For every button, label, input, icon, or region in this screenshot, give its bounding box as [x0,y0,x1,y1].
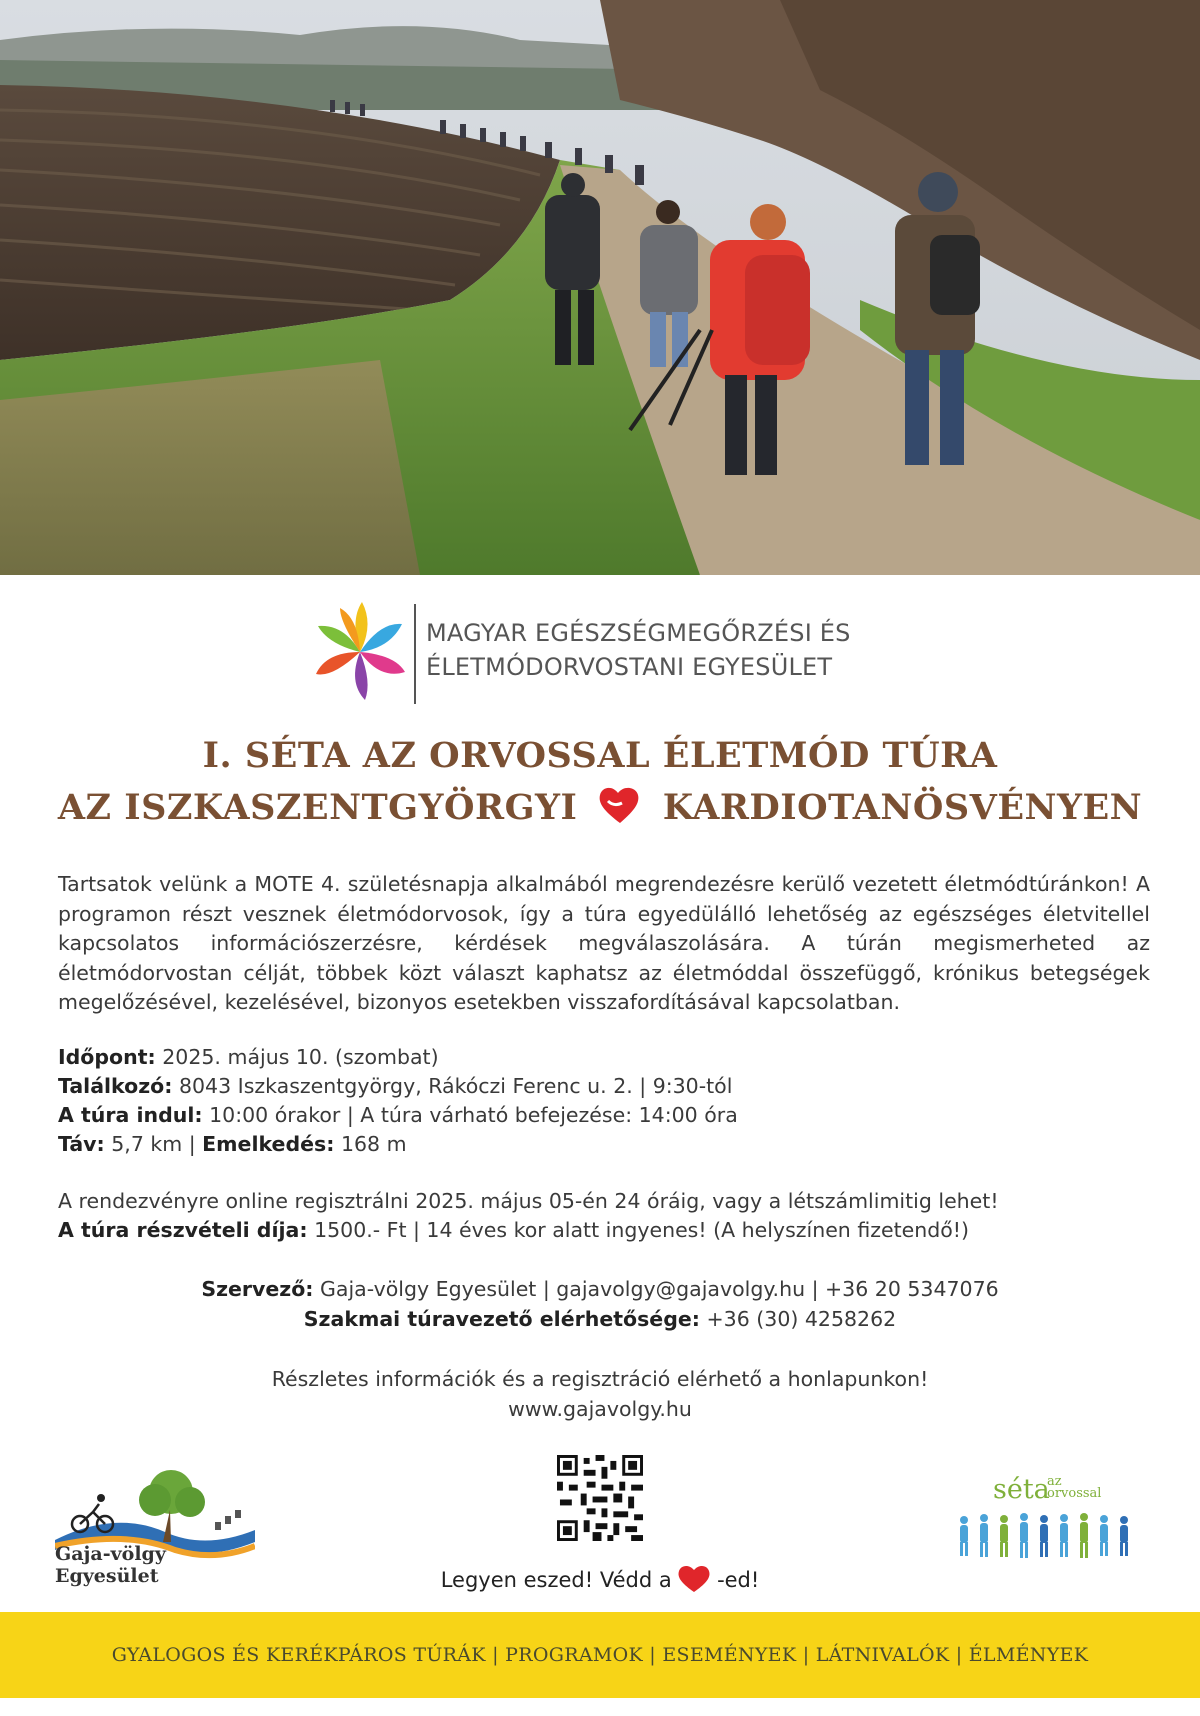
title-line2 [0,782,1200,834]
date-value: 2025. május 10. (szombat) [155,1045,439,1069]
registration-info [58,1187,1150,1245]
title-line2-before: AZ ISZKASZENTGYÖRGYI [57,787,578,828]
date-label: Időpont: [58,1045,156,1069]
distance-label: Táv: [58,1132,105,1156]
start-label: A túra indul: [58,1103,203,1127]
guide-phone[interactable]: +36 (30) 4258262 [699,1307,897,1331]
distance-row [58,1130,1150,1159]
org-name-line1: MAGYAR EGÉSZSÉGMEGŐRZÉSI ÉS [426,619,851,647]
meeting-value: 8043 Iszkaszentgyörgy, Rákóczi Ferenc u. 2. | 9:30-tól [172,1074,733,1098]
website-link[interactable]: www.gajavolgy.hu [508,1397,692,1421]
org-divider [414,604,416,704]
organizer-value[interactable]: Gaja-völgy Egyesület | gajavolgy@gajavolgy.hu | +36 20 5347076 [313,1277,999,1301]
organizer-label: Szervező: [201,1277,314,1301]
organization-name [426,616,851,684]
seta-small-line2: orvossal [1047,1486,1102,1501]
flower-logo-icon [310,600,410,704]
fee-row [58,1216,1150,1245]
org-name-line2: ÉLETMÓDORVOSTANI EGYESÜLET [426,653,833,681]
start-row [58,1101,1150,1130]
start-value: 10:00 órakor | A túra várható befejezése: 14:00 óra [202,1103,738,1127]
guide-label: Szakmai túravezető elérhetősége: [303,1307,700,1331]
meeting-label: Találkozó: [58,1074,173,1098]
slogan-before: Legyen eszed! Védd a [440,1568,672,1592]
event-title [0,730,1200,834]
fee-label: A túra részvételi díja: [58,1218,308,1242]
elevation-label: Emelkedés: [202,1132,335,1156]
contacts [0,1274,1200,1334]
meeting-row [58,1072,1150,1101]
footer-banner: GYALOGOS ÉS KERÉKPÁROS TÚRÁK | PROGRAMOK | ESEMÉNYEK | LÁTNIVALÓK | ÉLMÉNYEK [0,1612,1200,1698]
info-text: Részletes információk és a regisztráció elérhető a honlapunkon! [271,1367,929,1391]
seta-logo-word: séta [993,1474,1050,1505]
guide-row [0,1304,1200,1334]
fee-value: 1500.- Ft | 14 éves kor alatt ingyenes! (A helyszínen fizetendő!) [307,1218,970,1242]
title-line2-after: KARDIOTANÖSVÉNYEN [662,787,1143,828]
seta-small-line1: az [1047,1474,1062,1489]
date-row [58,1043,1150,1072]
seta-logo-small [1047,1476,1101,1500]
gaja-logo-label: Gaja-völgy Egyesület [55,1543,166,1587]
hiking-group-photo [0,0,1200,575]
registration-text: A rendezvényre online regisztrálni 2025. május 05-én 24 óráig, vagy a létszámlimitig lehet! [58,1189,999,1213]
organizer-row [0,1274,1200,1304]
heart-icon [598,785,642,825]
slogan [0,1565,1200,1593]
hero-photo [0,0,1200,575]
title-line1: I. SÉTA AZ ORVOSSAL ÉLETMÓD TÚRA [202,735,998,776]
intro-paragraph: Tartsatok velünk a MOTE 4. születésnapja alkalmából megrendezésre kerülő vezetett életmódtúránkon! A programon részt vesznek életmódorvosok, így a túra egyedülálló lehetőség az egészséges életvitellel kapcsolatos információszerzésre, kérdések megválaszolására. A túrán megismerheted az életmódorvostan célját, többek közt választ kaphatsz az életmóddal összefüggő, krónikus betegségek megelőzésével, kezelésével, bizonyos esetekben visszafordításával kapcsolatban. [58,872,1150,1014]
organization-header [0,600,1200,710]
heart-icon [677,1565,711,1593]
elevation-value: 168 m [334,1132,407,1156]
distance-value: 5,7 km | [104,1132,203,1156]
qr-code-icon[interactable] [557,1455,643,1541]
more-info [0,1364,1200,1424]
event-details [58,1043,1150,1159]
slogan-after: -ed! [717,1568,760,1592]
